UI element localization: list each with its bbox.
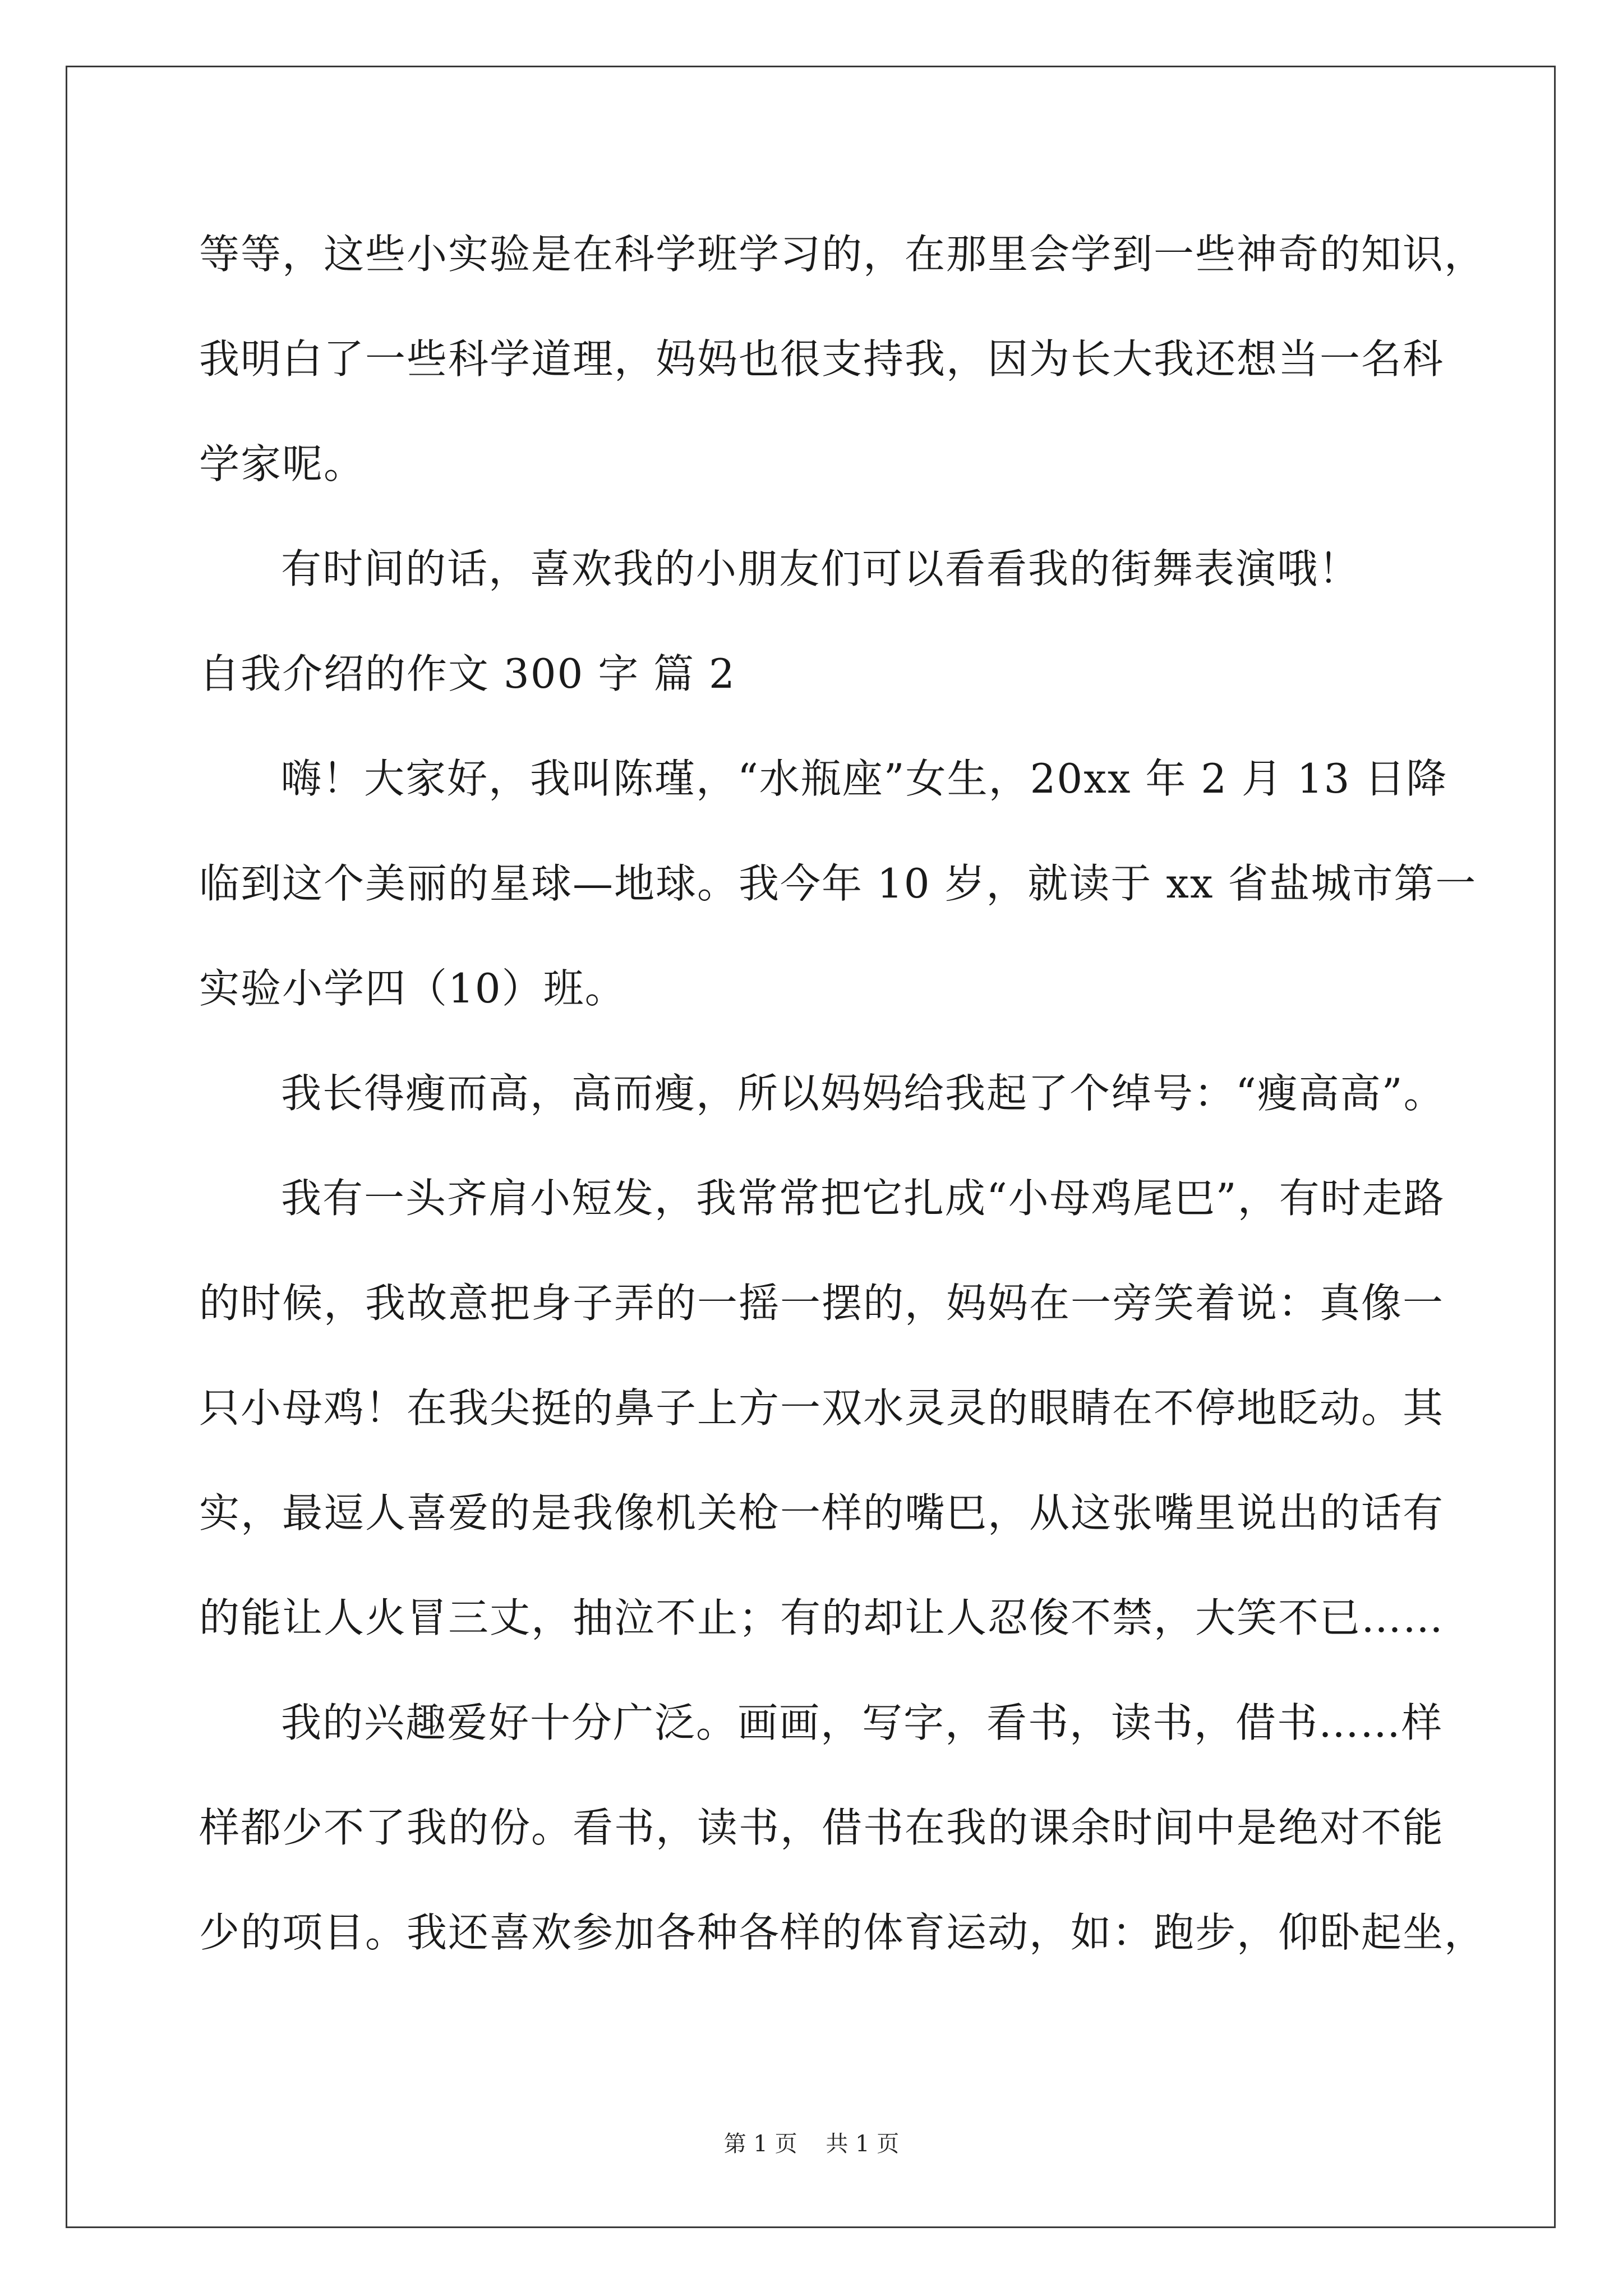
text-line: 有时间的话，喜欢我的小朋友们可以看看我的街舞表演哦！ [281,545,1361,592]
section-heading: 自我介绍的作文 300 字 篇 2 [199,650,736,697]
text-line: 少的项目。我还喜欢参加各种各样的体育运动，如：跑步，仰卧起坐， [199,1909,1486,1956]
text-line: 临到这个美丽的星球—地球。我今年 10 岁，就读于 xx 省盐城市第一 [199,860,1477,907]
page-footer: 第 1 页 共 1 页 [723,2131,900,2157]
text-line: 我明白了一些科学道理，妈妈也很支持我，因为长大我还想当一名科 [199,335,1445,383]
document-body [199,202,1486,1985]
text-line: 实验小学四（10）班。 [199,965,626,1012]
text-line: 我有一头齐肩小短发，我常常把它扎成“小母鸡尾巴”，有时走路 [281,1175,1445,1222]
text-line: 学家呢。 [199,440,366,487]
text-line: 实，最逗人喜爱的是我像机关枪一样的嘴巴，从这张嘴里说出的话有 [199,1489,1445,1536]
text-line: 的能让人火冒三丈，抽泣不止；有的却让人忍俊不禁，大笑不已…… [199,1594,1445,1641]
text-line: 样都少不了我的份。看书，读书，借书在我的课余时间中是绝对不能 [199,1804,1445,1851]
text-line: 等等，这些小实验是在科学班学习的，在那里会学到一些神奇的知识， [199,231,1486,278]
text-line: 的时候，我故意把身子弄的一摇一摆的，妈妈在一旁笑着说：真像一 [199,1280,1445,1327]
text-line: 我长得瘦而高，高而瘦，所以妈妈给我起了个绰号：“瘦高高”。 [281,1070,1445,1117]
text-line: 只小母鸡！在我尖挺的鼻子上方一双水灵灵的眼睛在不停地眨动。其 [199,1384,1445,1432]
text-line: 嗨！大家好，我叫陈瑾，“水瓶座”女生，20xx 年 2 月 13 日降 [281,755,1448,802]
text-line: 我的兴趣爱好十分广泛。画画，写字，看书，读书，借书……样 [281,1699,1444,1746]
